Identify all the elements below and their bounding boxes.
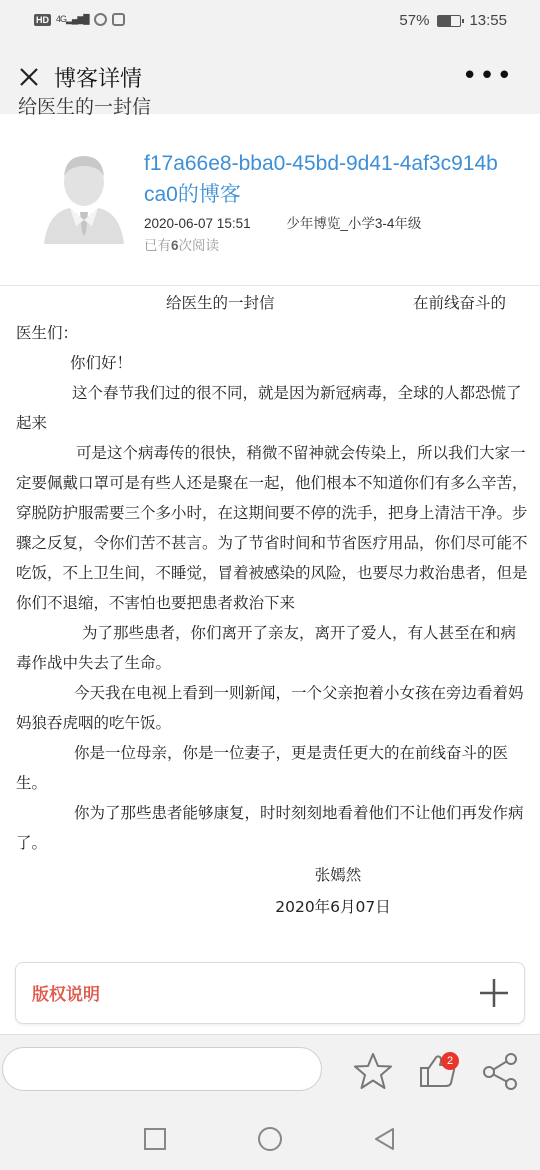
page-title: 博客详情 — [54, 67, 143, 92]
post-date: 2020-06-07 15:51 — [144, 216, 251, 231]
status-icons-left — [34, 13, 125, 26]
letter-paragraph: 你是一位母亲，你是一位妻子，更是责任更大的在前线奋斗的医生。 — [16, 744, 509, 792]
read-count-number: 6 — [171, 238, 179, 253]
home-icon[interactable] — [257, 1126, 283, 1152]
plus-icon[interactable] — [478, 977, 510, 1009]
blog-partial-title: 给医生的一封信 — [18, 96, 152, 118]
blog-content — [0, 96, 540, 1034]
blog-meta — [144, 212, 421, 232]
star-icon[interactable] — [353, 1051, 393, 1091]
letter-date: 2020年6月07日 — [275, 898, 391, 916]
divider — [0, 285, 540, 286]
letter-greeting: 你们好！ — [70, 354, 133, 372]
letter-paragraph: 这个春节我们过的很不同，就是因为新冠病毒，全球的人都恐慌了起来 — [16, 384, 522, 432]
comment-input[interactable] — [2, 1047, 322, 1091]
share-icon[interactable] — [480, 1051, 520, 1091]
read-count-prefix: 已有 — [144, 238, 171, 253]
letter-recipient-line: 在前线奋斗的 — [413, 294, 507, 312]
more-icon[interactable]: ••• — [461, 61, 514, 91]
letter-signature: 张嫣然 — [314, 866, 362, 884]
letter-title: 给医生的一封信 — [166, 294, 275, 312]
letter-paragraph: 今天我在电视上看到一则新闻，一个父亲抱着小女孩在旁边看着妈妈狼吞虎咽的吃午饭。 — [16, 684, 524, 732]
blog-author-link[interactable]: f17a66e8-bba0-45bd-9d41-4af3c914bca0的博客 — [144, 152, 498, 206]
letter-heading — [16, 288, 530, 318]
letter-body — [16, 288, 530, 922]
like-count-badge: 2 — [441, 1052, 459, 1070]
letter-paragraph: 为了那些患者，你们离开了亲友，离开了爱人，有人甚至在和病毒作战中失去了生命。 — [16, 624, 517, 672]
app-notification-icon-2 — [112, 13, 125, 26]
post-category[interactable]: 少年博览_小学3-4年级 — [286, 216, 422, 231]
status-bar — [0, 0, 540, 44]
copyright-panel[interactable] — [15, 962, 525, 1024]
letter-paragraph: 可是这个病毒传的很快，稍微不留神就会传染上，所以我们大家一定要佩戴口罩可是有些人还是聚在一起，他们根本不知道你们有多么辛苦，穿脱防护服需要三个多小时，在这期间要不停的洗手，把身上清洁干净。步骤之反复，令你们苦不甚言。为了节省时间和节省医疗用品，你们尽可能不吃饭，不上卫生间，不睡觉，冒着被感染的风险，也要尽力救治患者，但是你们不退缩，不害怕也要把患者救治下来 — [16, 444, 528, 612]
letter-salutation: 医生们： — [16, 324, 79, 342]
close-icon[interactable] — [14, 62, 44, 92]
system-nav-bar — [0, 1108, 540, 1170]
read-count — [144, 234, 219, 254]
avatar-icon[interactable] — [40, 146, 128, 244]
letter-paragraph: 你为了那些患者能够康复，时时刻刻地看着他们不让他们再发作病了。 — [16, 804, 524, 852]
signal-icon: 4G▂▄▆█ — [56, 14, 89, 24]
copyright-label: 版权说明 — [32, 985, 100, 1005]
bottom-action-bar — [0, 1034, 540, 1109]
recents-icon[interactable] — [142, 1126, 168, 1152]
status-icons-right — [399, 12, 507, 29]
back-icon[interactable] — [372, 1126, 398, 1152]
battery-percent: 57% — [399, 12, 430, 29]
app-notification-icon — [94, 13, 107, 26]
clock: 13:55 — [469, 12, 507, 29]
read-count-suffix: 次阅读 — [178, 238, 220, 253]
hd-badge: HD — [36, 14, 49, 25]
battery-icon — [437, 15, 461, 27]
